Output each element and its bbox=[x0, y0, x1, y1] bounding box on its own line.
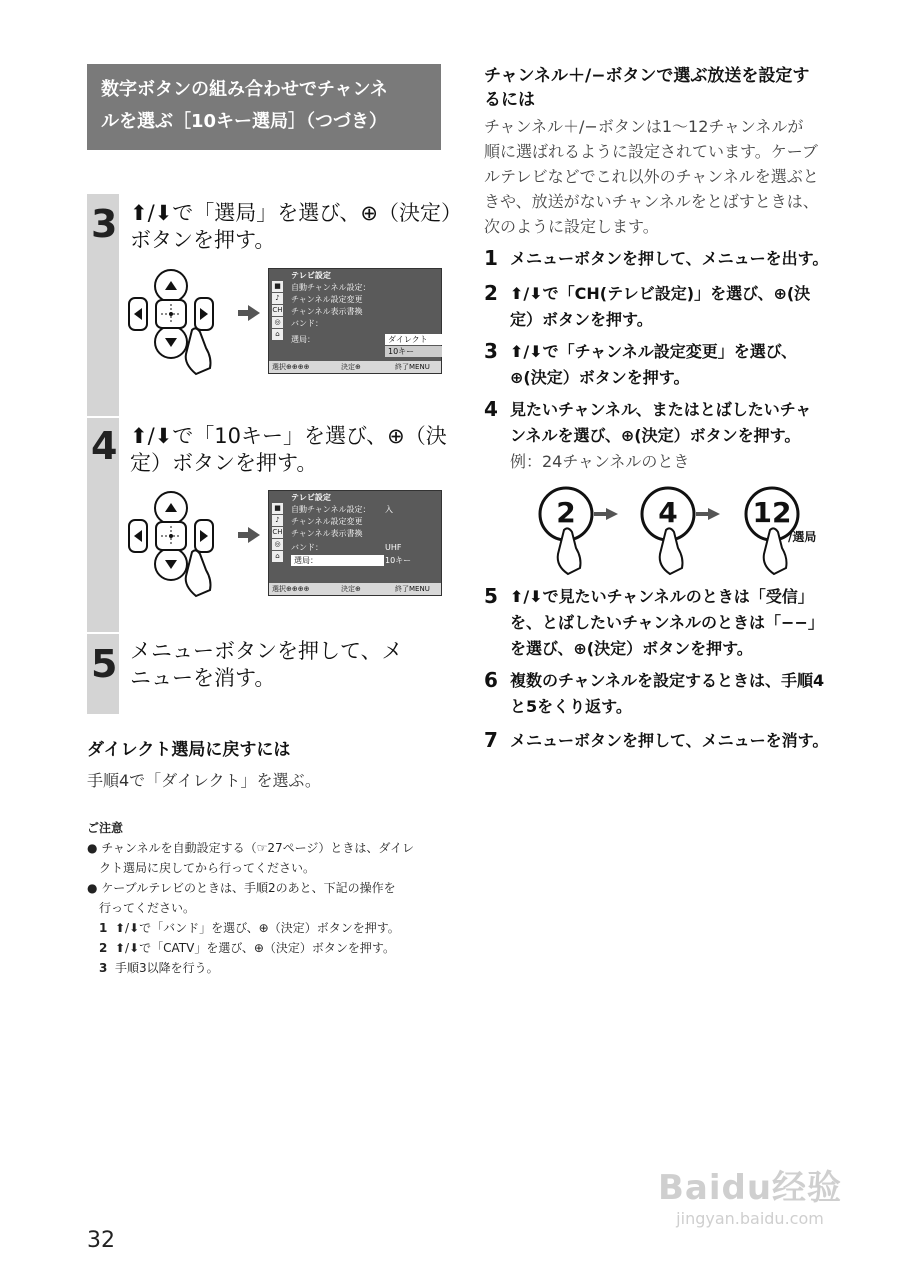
menu1-footer-ok: 決定⊕ bbox=[341, 363, 361, 371]
key-2-label: 2 bbox=[556, 496, 576, 529]
page-number: 32 bbox=[87, 1228, 115, 1253]
right-step4-example: 例：24チャンネルのとき bbox=[510, 452, 690, 471]
caution-substep-number: 1 bbox=[99, 921, 108, 935]
right-step6-line: 複数のチャンネルを設定するときは、手順4 bbox=[510, 671, 825, 690]
tv-settings-menu-2 bbox=[268, 490, 442, 596]
right-step-number: 7 bbox=[484, 728, 498, 752]
step5-line1: メニューボタンを押して、メ bbox=[130, 639, 403, 663]
step3-number: 3 bbox=[91, 202, 118, 246]
right-step5-line: ⬆/⬇で見たいチャンネルのときは「受信」 bbox=[510, 587, 814, 606]
caution-bullet2-line2: 行ってください。 bbox=[99, 901, 196, 915]
step5-bar bbox=[87, 634, 119, 714]
menu2-footer-ok: 決定⊕ bbox=[341, 585, 361, 593]
menu1-option-10key: 10キー bbox=[385, 346, 442, 357]
right-step7-text bbox=[510, 728, 828, 754]
step3-bar bbox=[87, 194, 119, 416]
right-step2-line: ⬆/⬇で「CH(テレビ設定)」を選び、⊕(決 bbox=[510, 284, 811, 303]
menu1-title: テレビ設定 bbox=[291, 271, 331, 280]
right-step3-line: ⬆/⬇で「チャンネル設定変更」を選び、 bbox=[510, 342, 798, 361]
arrow-right-icon bbox=[248, 527, 260, 543]
remote-dpad-diagram-2 bbox=[126, 490, 226, 600]
arrow-right-icon bbox=[248, 305, 260, 321]
right-body-line: チャンネル＋/−ボタンは1〜12チャンネルが bbox=[484, 117, 804, 136]
right-heading-line1: チャンネル＋/−ボタンで選ぶ放送を設定す bbox=[484, 66, 810, 86]
right-step2-text bbox=[510, 281, 810, 333]
caution-bullet2-line1: ● ケーブルテレビのときは、手順2のあと、下記の操作を bbox=[87, 881, 396, 895]
menu1-row: チャンネル表示書換 bbox=[291, 307, 363, 316]
menu2-value-on: 入 bbox=[385, 505, 393, 514]
right-step3-text bbox=[510, 339, 797, 391]
caution-substep1: ⬆/⬇で「バンド」を選び、⊕（決定）ボタンを押す。 bbox=[115, 921, 400, 935]
menu2-icon-column: ■ ♪ CH ◎ ⌂ bbox=[272, 504, 283, 560]
step4-line2: 定）ボタンを押す。 bbox=[130, 451, 318, 475]
right-step4-line: 見たいチャンネル、またはとばしたいチャ bbox=[510, 400, 812, 419]
step4-number: 4 bbox=[91, 424, 118, 468]
hand-pointer-icon bbox=[186, 328, 211, 374]
right-step6-text bbox=[510, 668, 824, 720]
arrow-right-icon bbox=[594, 508, 618, 520]
step4-bar bbox=[87, 418, 119, 632]
menu1-footer-end: 終了MENU bbox=[395, 363, 430, 371]
step3-line1: ⬆/⬇で「選局」を選び、⊕（決定） bbox=[130, 201, 463, 225]
key-12-sublabel: /選局 bbox=[788, 530, 817, 544]
caution-heading: ご注意 bbox=[87, 821, 124, 835]
caution-bullet1-line1: ● チャンネルを自動設定する（☞27ページ）ときは、ダイレ bbox=[87, 841, 415, 855]
right-body-line: 順に選ばれるように設定されています。ケーブ bbox=[484, 142, 818, 161]
right-step-number: 2 bbox=[484, 281, 498, 305]
menu1-row-selected: 選局： bbox=[291, 335, 315, 344]
key-4-label: 4 bbox=[658, 496, 678, 529]
step4-text bbox=[130, 423, 447, 477]
watermark-url: jingyan.baidu.com bbox=[676, 1209, 824, 1228]
right-heading bbox=[484, 64, 809, 112]
watermark-brand: Baidu经验 bbox=[657, 1168, 843, 1208]
right-step5-line: を選び、⊕(決定）ボタンを押す。 bbox=[510, 639, 753, 658]
step5-line2: ニューを消す。 bbox=[130, 666, 276, 690]
right-body bbox=[484, 114, 819, 239]
menu2-value-band: UHF bbox=[385, 543, 402, 552]
menu1-footer-select: 選択⊕⊕⊕⊕ bbox=[272, 363, 310, 371]
remote-dpad-diagram-1 bbox=[126, 268, 226, 378]
right-step1-text bbox=[510, 246, 828, 272]
menu1-icon-column: ■ ♪ CH ◎ ⌂ bbox=[272, 282, 283, 338]
section-title-line2: ルを選ぶ［10キー選局］（つづき） bbox=[101, 111, 388, 132]
menu2-footer-end: 終了MENU bbox=[395, 585, 430, 593]
step4-line1: ⬆/⬇で「10キー」を選び、⊕（決 bbox=[130, 424, 447, 448]
menu2-row: バンド： bbox=[291, 543, 323, 552]
menu1-row: バンド： bbox=[291, 319, 323, 328]
baidu-watermark bbox=[640, 1160, 860, 1228]
right-step-number: 6 bbox=[484, 668, 498, 692]
right-body-line: きや、放送がないチャンネルをとばすときは、 bbox=[484, 192, 819, 211]
right-step-number: 3 bbox=[484, 339, 498, 363]
right-body-line: 次のように設定します。 bbox=[484, 217, 659, 236]
right-step1-line: メニューボタンを押して、メニューを出す。 bbox=[510, 249, 829, 268]
step5-text bbox=[130, 638, 403, 692]
right-step-number: 1 bbox=[484, 246, 498, 270]
menu2-value-10key: 10キー bbox=[385, 556, 412, 565]
menu1-option-direct: ダイレクト bbox=[385, 334, 442, 345]
menu2-row-selected: 選局： bbox=[291, 555, 384, 566]
right-step3-line: ⊕(決定）ボタンを押す。 bbox=[510, 368, 690, 387]
section-title-line1: 数字ボタンの組み合わせでチャンネ bbox=[101, 79, 388, 100]
right-heading-line2: るには bbox=[484, 90, 535, 110]
menu2-row: 自動チャンネル設定： bbox=[291, 505, 371, 514]
right-step-number: 4 bbox=[484, 397, 498, 421]
right-step4-text bbox=[510, 397, 811, 475]
menu2-title: テレビ設定 bbox=[291, 493, 331, 502]
right-step5-line: を、とばしたいチャンネルのときは「−−」 bbox=[510, 613, 824, 632]
section-title-box bbox=[87, 64, 441, 150]
right-step-number: 5 bbox=[484, 584, 498, 608]
direct-text: 手順4で「ダイレクト」を選ぶ。 bbox=[87, 771, 321, 790]
menu1-footer bbox=[269, 361, 441, 373]
right-step7-line: メニューボタンを押して、メニューを消す。 bbox=[510, 731, 829, 750]
step5-number: 5 bbox=[91, 642, 118, 686]
right-step4-line: ンネルを選び、⊕(決定）ボタンを押す。 bbox=[510, 426, 801, 445]
caution-substep3: 手順3以降を行う。 bbox=[115, 961, 219, 975]
menu1-row: 自動チャンネル設定： bbox=[291, 283, 371, 292]
right-step2-line: 定）ボタンを押す。 bbox=[510, 310, 653, 329]
hand-pointer-icon bbox=[186, 550, 211, 596]
menu2-row: チャンネル設定変更 bbox=[291, 517, 363, 526]
right-step5-text bbox=[510, 584, 824, 662]
step3-line2: ボタンを押す。 bbox=[130, 228, 276, 252]
caution-substep-number: 3 bbox=[99, 961, 108, 975]
caution-block bbox=[87, 818, 447, 978]
right-body-line: ルテレビなどでこれ以外のチャンネルを選ぶと bbox=[484, 167, 819, 186]
menu1-row: チャンネル設定変更 bbox=[291, 295, 363, 304]
tv-settings-menu-1 bbox=[268, 268, 442, 374]
direct-heading: ダイレクト選局に戻すには bbox=[87, 740, 291, 760]
menu2-row: チャンネル表示書換 bbox=[291, 529, 363, 538]
arrow-right-icon bbox=[696, 508, 720, 520]
caution-substep2: ⬆/⬇で「CATV」を選び、⊕（決定）ボタンを押す。 bbox=[115, 941, 395, 955]
menu2-footer bbox=[269, 583, 441, 595]
caution-bullet1-line2: クト選局に戻してから行ってください。 bbox=[99, 861, 316, 875]
menu2-footer-select: 選択⊕⊕⊕⊕ bbox=[272, 585, 310, 593]
key-12-label: 12 bbox=[752, 496, 792, 529]
caution-substep-number: 2 bbox=[99, 941, 108, 955]
step3-text bbox=[130, 200, 462, 254]
right-step6-line: と5をくり返す。 bbox=[510, 697, 632, 716]
